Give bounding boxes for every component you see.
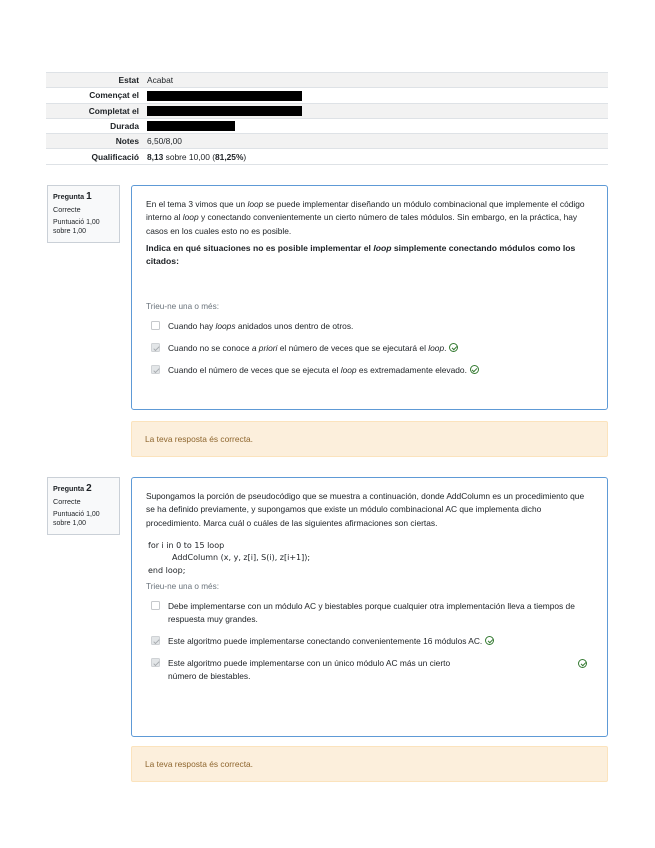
question-text: En el tema 3 vimos que un loop se puede implementar diseñando un módulo combinacional que implemente el código interno al loop y conectando convenientemente un cierto número de tales módulos. Sin embargo, en la práctica, hay casos en los cuales esto no es posible.: [146, 199, 585, 236]
summary-label: Notes: [46, 134, 143, 149]
summary-value: [143, 118, 608, 133]
attempt-summary-table: [46, 72, 608, 165]
question-grade: Puntuació 1,00 sobre 1,00: [53, 219, 100, 236]
feedback-box-1: La teva resposta és correcta.: [131, 421, 608, 457]
summary-value: [143, 149, 608, 164]
summary-value: 6,50/8,00: [143, 134, 608, 149]
pseudocode-block: [148, 540, 593, 578]
redaction-bar: [147, 91, 302, 101]
summary-row-grade: [46, 149, 608, 164]
summary-row-duration: [46, 118, 608, 133]
answer-option[interactable]: Debe implementarse con un módulo AC y biestables porque cualquier otra implementación lleva a tiempos de respuesta muy grandes.: [146, 600, 593, 626]
question-state: Correcte: [53, 497, 81, 506]
grade-value: 8,13: [147, 151, 164, 162]
summary-label: Completat el: [46, 103, 143, 118]
answer-option[interactable]: Cuando hay loops anidados unos dentro de otros.: [146, 320, 593, 333]
summary-row-marks: [46, 134, 608, 149]
summary-label: Durada: [46, 118, 143, 133]
question-text: Supongamos la porción de pseudocódigo que se muestra a continuación, donde AddColumn es un procedimiento que se ha definido previamente, y supongamos que existe un módulo combinacional AC que implementa dicho procedimiento. Marca cuál o cuáles de las siguientes afirmaciones son ciertas.: [146, 491, 585, 528]
redaction-bar: [147, 121, 235, 131]
summary-label: Qualificació: [46, 149, 143, 164]
summary-label: Començat el: [46, 88, 143, 103]
grade-text: sobre 10,00 (: [163, 151, 215, 162]
code-line: end loop;: [148, 565, 186, 575]
summary-label: Estat: [46, 73, 143, 88]
question-info-1: [47, 185, 120, 243]
answer-checkbox-checked[interactable]: [151, 658, 160, 667]
question-content-1: [131, 185, 608, 410]
question-state: Correcte: [53, 205, 81, 214]
answer-checkbox-checked[interactable]: [151, 365, 160, 374]
correct-check-icon: [485, 636, 494, 645]
answer-option[interactable]: Este algoritmo puede implementarse conectando convenientemente 16 módulos AC.: [146, 635, 593, 648]
question-number: Pregunta 2: [53, 483, 92, 494]
question-info-2: [47, 477, 120, 535]
answer-option[interactable]: Cuando el número de veces que se ejecuta el loop es extremadamente elevado.: [146, 364, 593, 377]
summary-value: [143, 103, 608, 118]
answer-instruction: Trieu-ne una o més:: [146, 582, 219, 592]
grade-percent: 81,25%: [215, 151, 244, 162]
grade-text: ): [243, 151, 247, 162]
answer-instruction: Trieu-ne una o més:: [146, 302, 219, 312]
feedback-box-2: La teva resposta és correcta.: [131, 746, 608, 782]
answer-option[interactable]: Este algoritmo puede implementarse con un único módulo AC más un cierto número de biestables.: [146, 657, 593, 683]
answer-checkbox-checked[interactable]: [151, 636, 160, 645]
summary-row-started: [46, 88, 608, 103]
answer-checkbox[interactable]: [151, 601, 160, 610]
summary-value: Acabat: [143, 73, 608, 88]
answer-checkbox-checked[interactable]: [151, 343, 160, 352]
question-grade: Puntuació 1,00 sobre 1,00: [53, 511, 100, 528]
summary-row-state: [46, 73, 608, 88]
answer-checkbox[interactable]: [151, 321, 160, 330]
answer-option[interactable]: Cuando no se conoce a priori el número de veces que se ejecutará el loop.: [146, 342, 593, 355]
correct-check-icon: [470, 365, 479, 374]
summary-value: [143, 88, 608, 103]
question-number: Pregunta 1: [53, 191, 92, 202]
summary-row-completed: [46, 103, 608, 118]
question-prompt: Indica en qué situaciones no es posible implementar el loop simplemente conectando módulos como los citados:: [146, 242, 576, 267]
code-line: AddColumn (x, y, z[i], S(i), z[i+1]);: [172, 553, 311, 563]
correct-check-icon: [449, 343, 458, 352]
question-content-2: [131, 477, 608, 737]
code-line: for i in 0 to 15 loop: [148, 540, 225, 550]
correct-check-icon: [578, 659, 587, 668]
redaction-bar: [147, 106, 302, 116]
